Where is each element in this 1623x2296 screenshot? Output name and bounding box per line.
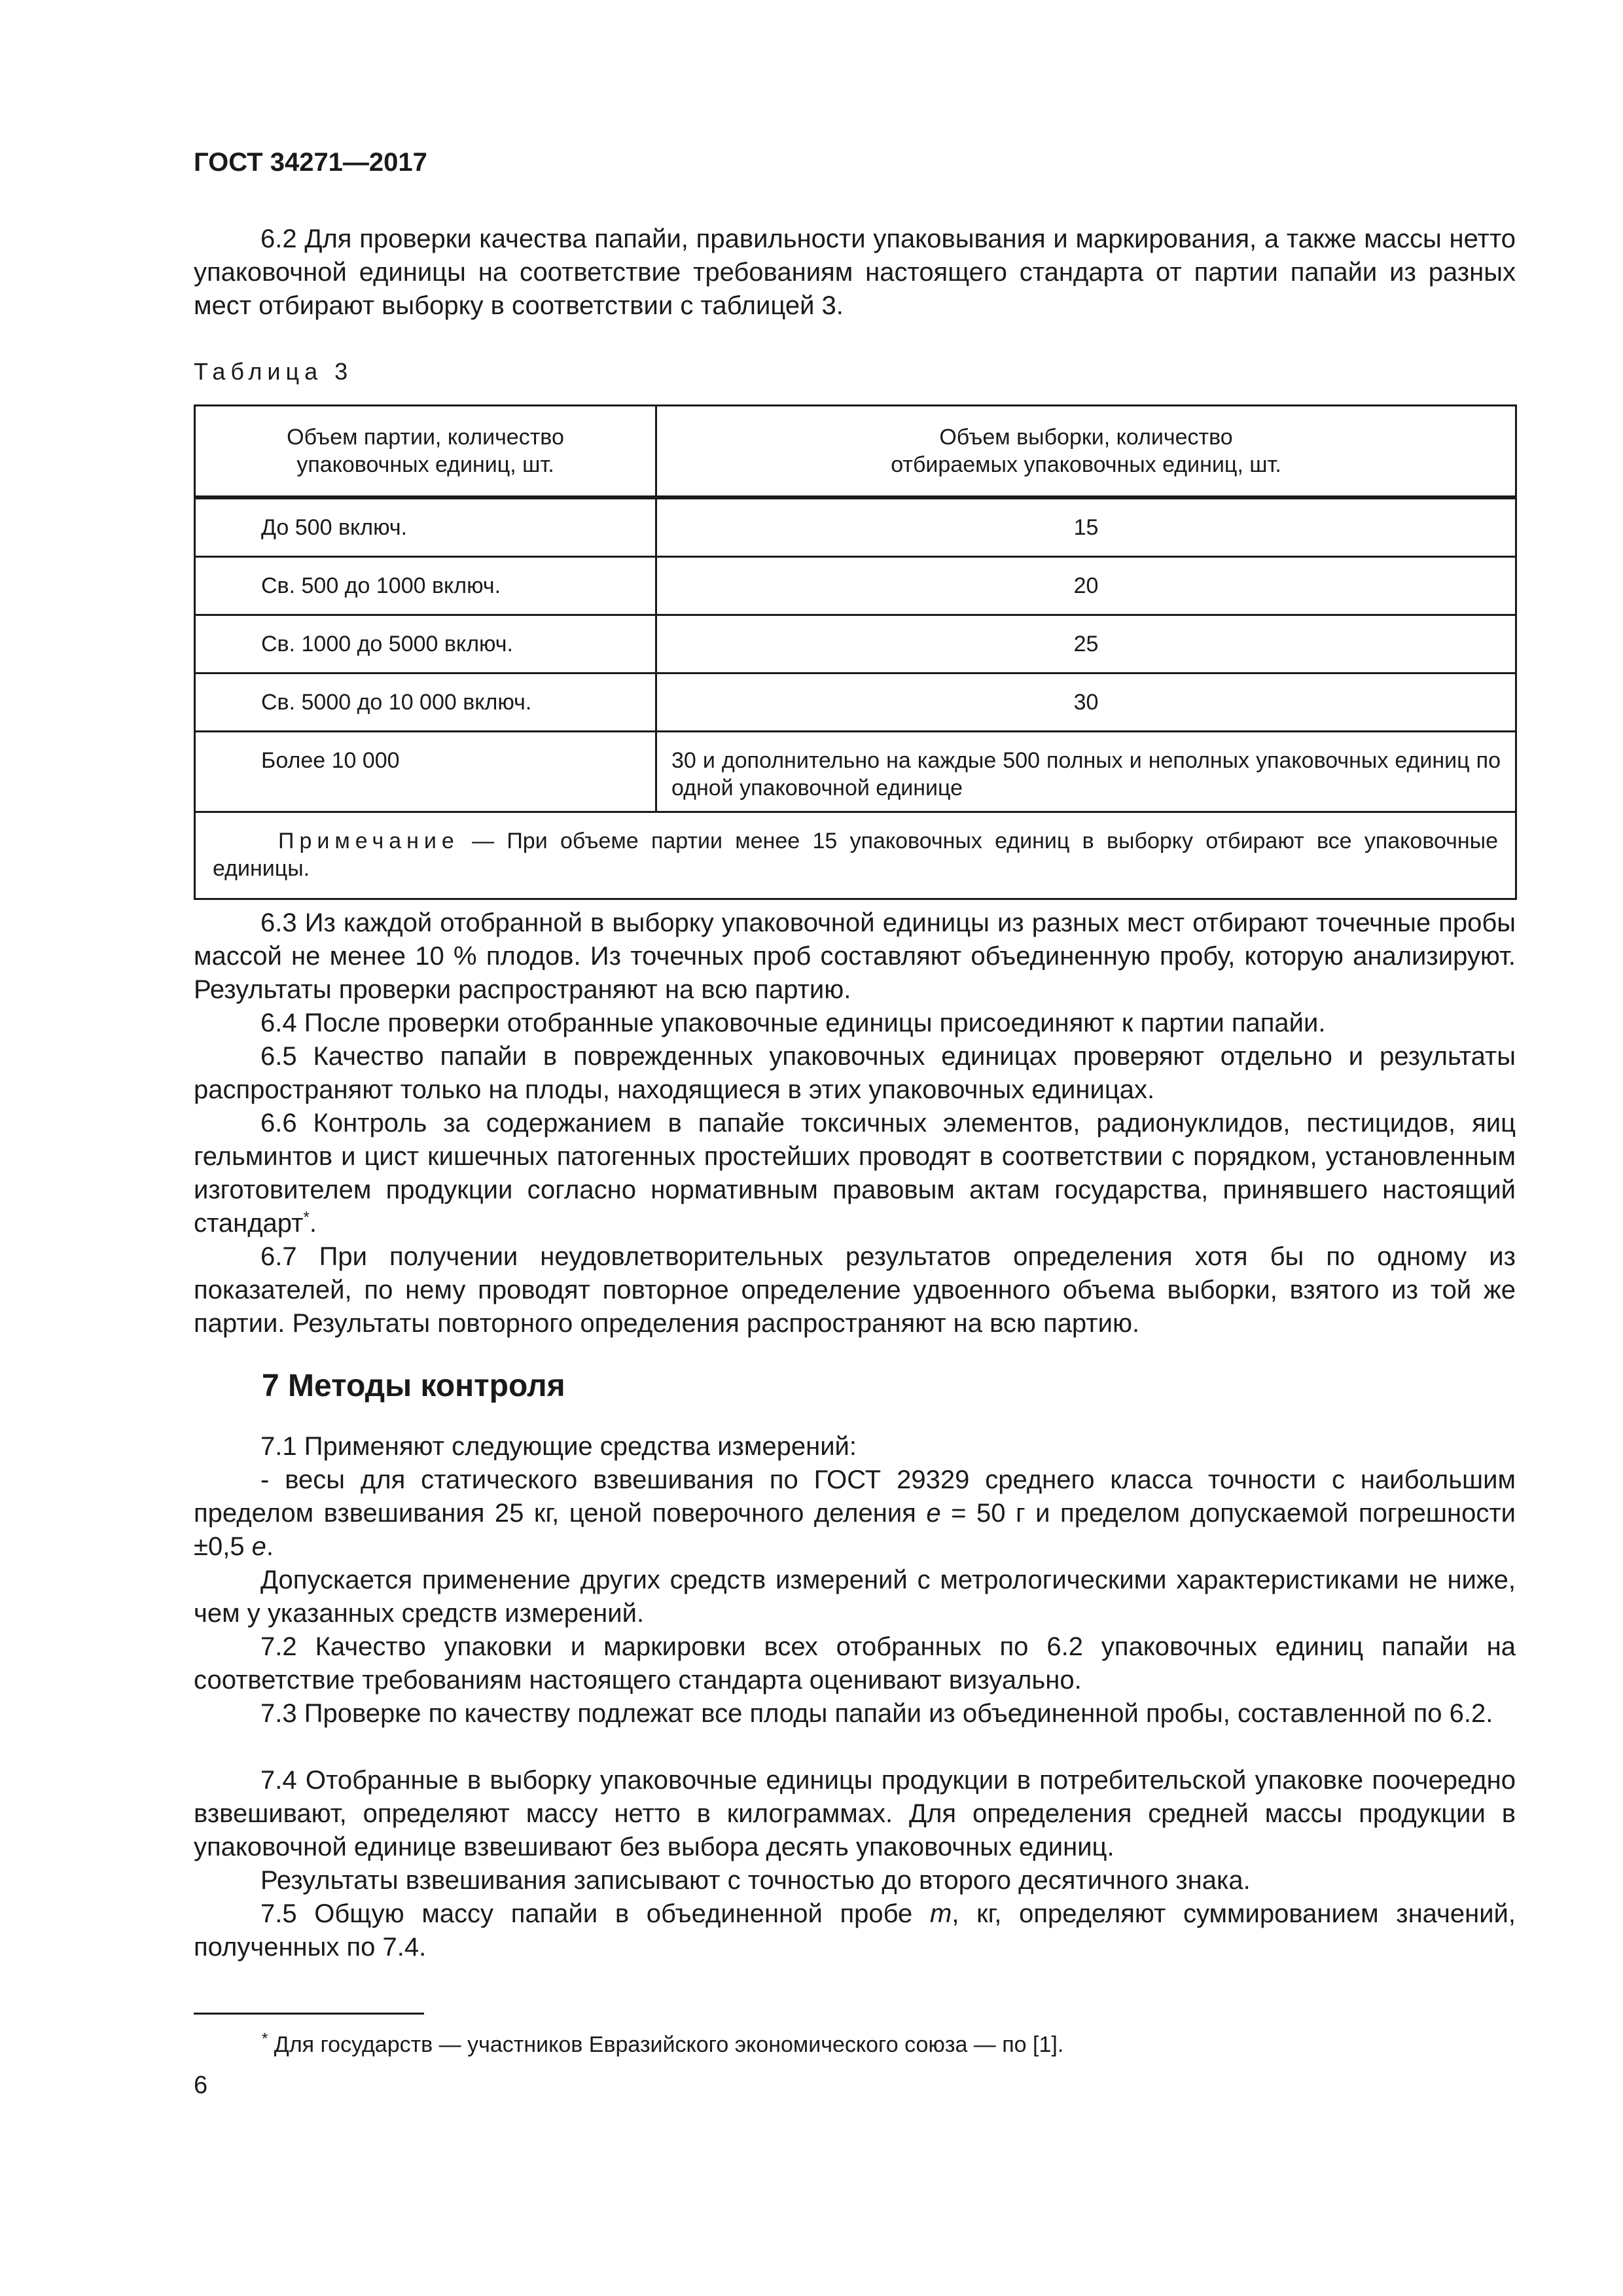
paragraph-6-6-text: 6.6 Контроль за содержанием в папайе токсичных элементов, радионуклидов, пестицидов, яиц гельминтов и цист кишечных патогенных простейших проводят в соответствии с порядком, установленным изготовителем продукции согласно нормативным правовым актам государства, принявшего настоящий стандарт	[194, 1109, 1516, 1238]
footnote	[262, 2032, 1063, 2058]
symbol-m: m	[929, 1899, 952, 1928]
paragraph-6-4: 6.4 После проверки отобранные упаковочные единицы присоединяют к партии папайи.	[260, 1009, 1326, 1037]
sample-size-table	[194, 404, 1517, 900]
paragraph-7-3: 7.3 Проверке по качеству подлежат все плоды папайи из объединенной пробы, составленной по 6.2.	[260, 1699, 1493, 1728]
symbol-e: е	[251, 1532, 266, 1561]
table-row	[195, 615, 1516, 673]
symbol-e: е	[926, 1499, 941, 1528]
paragraph-6-7: 6.7 При получении неудовлетворительных результатов определения хотя бы по одному из показателей, по нему проводят повторное определение удвоенного объема выборки, взятого из той же партии. Результаты повторного определения распространяют на всю партию.	[194, 1242, 1516, 1338]
cell-sample: 20	[656, 557, 1516, 615]
table-row	[195, 673, 1516, 732]
paragraph-7-5-a: 7.5 Общую массу папайи в объединенной пробе	[260, 1899, 930, 1928]
paragraph-6-6-end: .	[309, 1209, 317, 1238]
page-number: 6	[194, 2072, 208, 2099]
footnote-mark: *	[262, 2030, 268, 2048]
paragraph-7-4-results: Результаты взвешивания записывают с точностью до второго десятичного знака.	[260, 1866, 1251, 1895]
header-sample-size: Объем выборки, количество отбираемых упаковочных единиц, шт.	[656, 406, 1516, 498]
table-caption: Таблица 3	[194, 358, 353, 385]
paragraph-7-1-allowed: Допускается применение других средств измерений с метрологическими характеристиками не ниже, чем у указанных средств измерений.	[194, 1566, 1516, 1628]
list-item-end: .	[266, 1532, 274, 1561]
paragraph-7-2: 7.2 Качество упаковки и маркировки всех отобранных по 6.2 упаковочных единиц папайи на соответствие требованиям настоящего стандарта оценивают визуально.	[194, 1632, 1516, 1695]
table-header-row	[195, 406, 1516, 498]
table-note-row	[195, 812, 1516, 899]
cell-sample: 25	[656, 615, 1516, 673]
section-7-title: 7 Методы контроля	[262, 1369, 565, 1403]
document-header: ГОСТ 34271—2017	[194, 148, 427, 177]
table-row	[195, 732, 1516, 812]
table-row	[195, 497, 1516, 557]
paragraph-7-5	[194, 1897, 1516, 1964]
paragraph-6-2: 6.2 Для проверки качества папайи, правильности упаковывания и маркирования, а также массы нетто упаковочной единицы на соответствие требованиям настоящего стандарта от партии папайи из разных мест отбирают выборку в соответствии с таблицей 3.	[194, 224, 1516, 320]
paragraph-7-1-list	[194, 1463, 1516, 1564]
cell-batch: До 500 включ.	[195, 497, 656, 557]
paragraph-7-5-b: , кг, определяют суммированием значений, полученных по 7.4.	[194, 1899, 1516, 1962]
cell-batch: Св. 500 до 1000 включ.	[195, 557, 656, 615]
cell-sample: 30 и дополнительно на каждые 500 полных и неполных упаковочных единиц по одной упаковочной единице	[656, 732, 1516, 812]
paragraph-7-4: 7.4 Отобранные в выборку упаковочные единицы продукции в потребительской упаковке поочередно взвешивают, определяют массу нетто в килограммах. Для определения средней массы продукции в упаковочной единице взвешивают без выбора десять упаковочных единиц.	[194, 1766, 1516, 1861]
cell-batch: Св. 1000 до 5000 включ.	[195, 615, 656, 673]
cell-batch: Св. 5000 до 10 000 включ.	[195, 673, 656, 732]
note-text: — При объеме партии менее 15 упаковочных единиц в выборку отбирают все упаковочные единицы.	[213, 829, 1498, 881]
list-item-text-b: = 50 г и пределом допускаемой погрешности ±0,5	[194, 1499, 1516, 1561]
paragraph-6-5: 6.5 Качество папайи в поврежденных упаковочных единицах проверяют отдельно и результаты распространяют только на плоды, находящиеся в этих упаковочных единицах.	[194, 1042, 1516, 1104]
cell-sample: 15	[656, 497, 1516, 557]
table-note	[195, 812, 1516, 899]
footnote-divider	[194, 2013, 424, 2015]
note-label: Примечание	[278, 829, 459, 853]
cell-batch: Более 10 000	[195, 732, 656, 812]
cell-sample: 30	[656, 673, 1516, 732]
paragraph-6-6	[194, 1107, 1516, 1240]
footnote-ref: *	[303, 1208, 310, 1227]
footnote-text: Для государств — участников Евразийского экономического союза — по [1].	[268, 2032, 1064, 2057]
paragraph-7-1: 7.1 Применяют следующие средства измерений:	[260, 1432, 857, 1461]
list-item-text-a: - весы для статического взвешивания по ГОСТ 29329 среднего класса точности с наибольшим пределом взвешивания 25 кг, ценой поверочного деления	[194, 1465, 1516, 1528]
paragraph-6-3: 6.3 Из каждой отобранной в выборку упаковочной единицы из разных мест отбирают точечные пробы массой не менее 10 % плодов. Из точечных проб составляют объединенную пробу, которую анализируют. Результаты проверки распространяют на всю партию.	[194, 908, 1516, 1004]
table-row	[195, 557, 1516, 615]
header-batch-size: Объем партии, количество упаковочных единиц, шт.	[195, 406, 656, 498]
